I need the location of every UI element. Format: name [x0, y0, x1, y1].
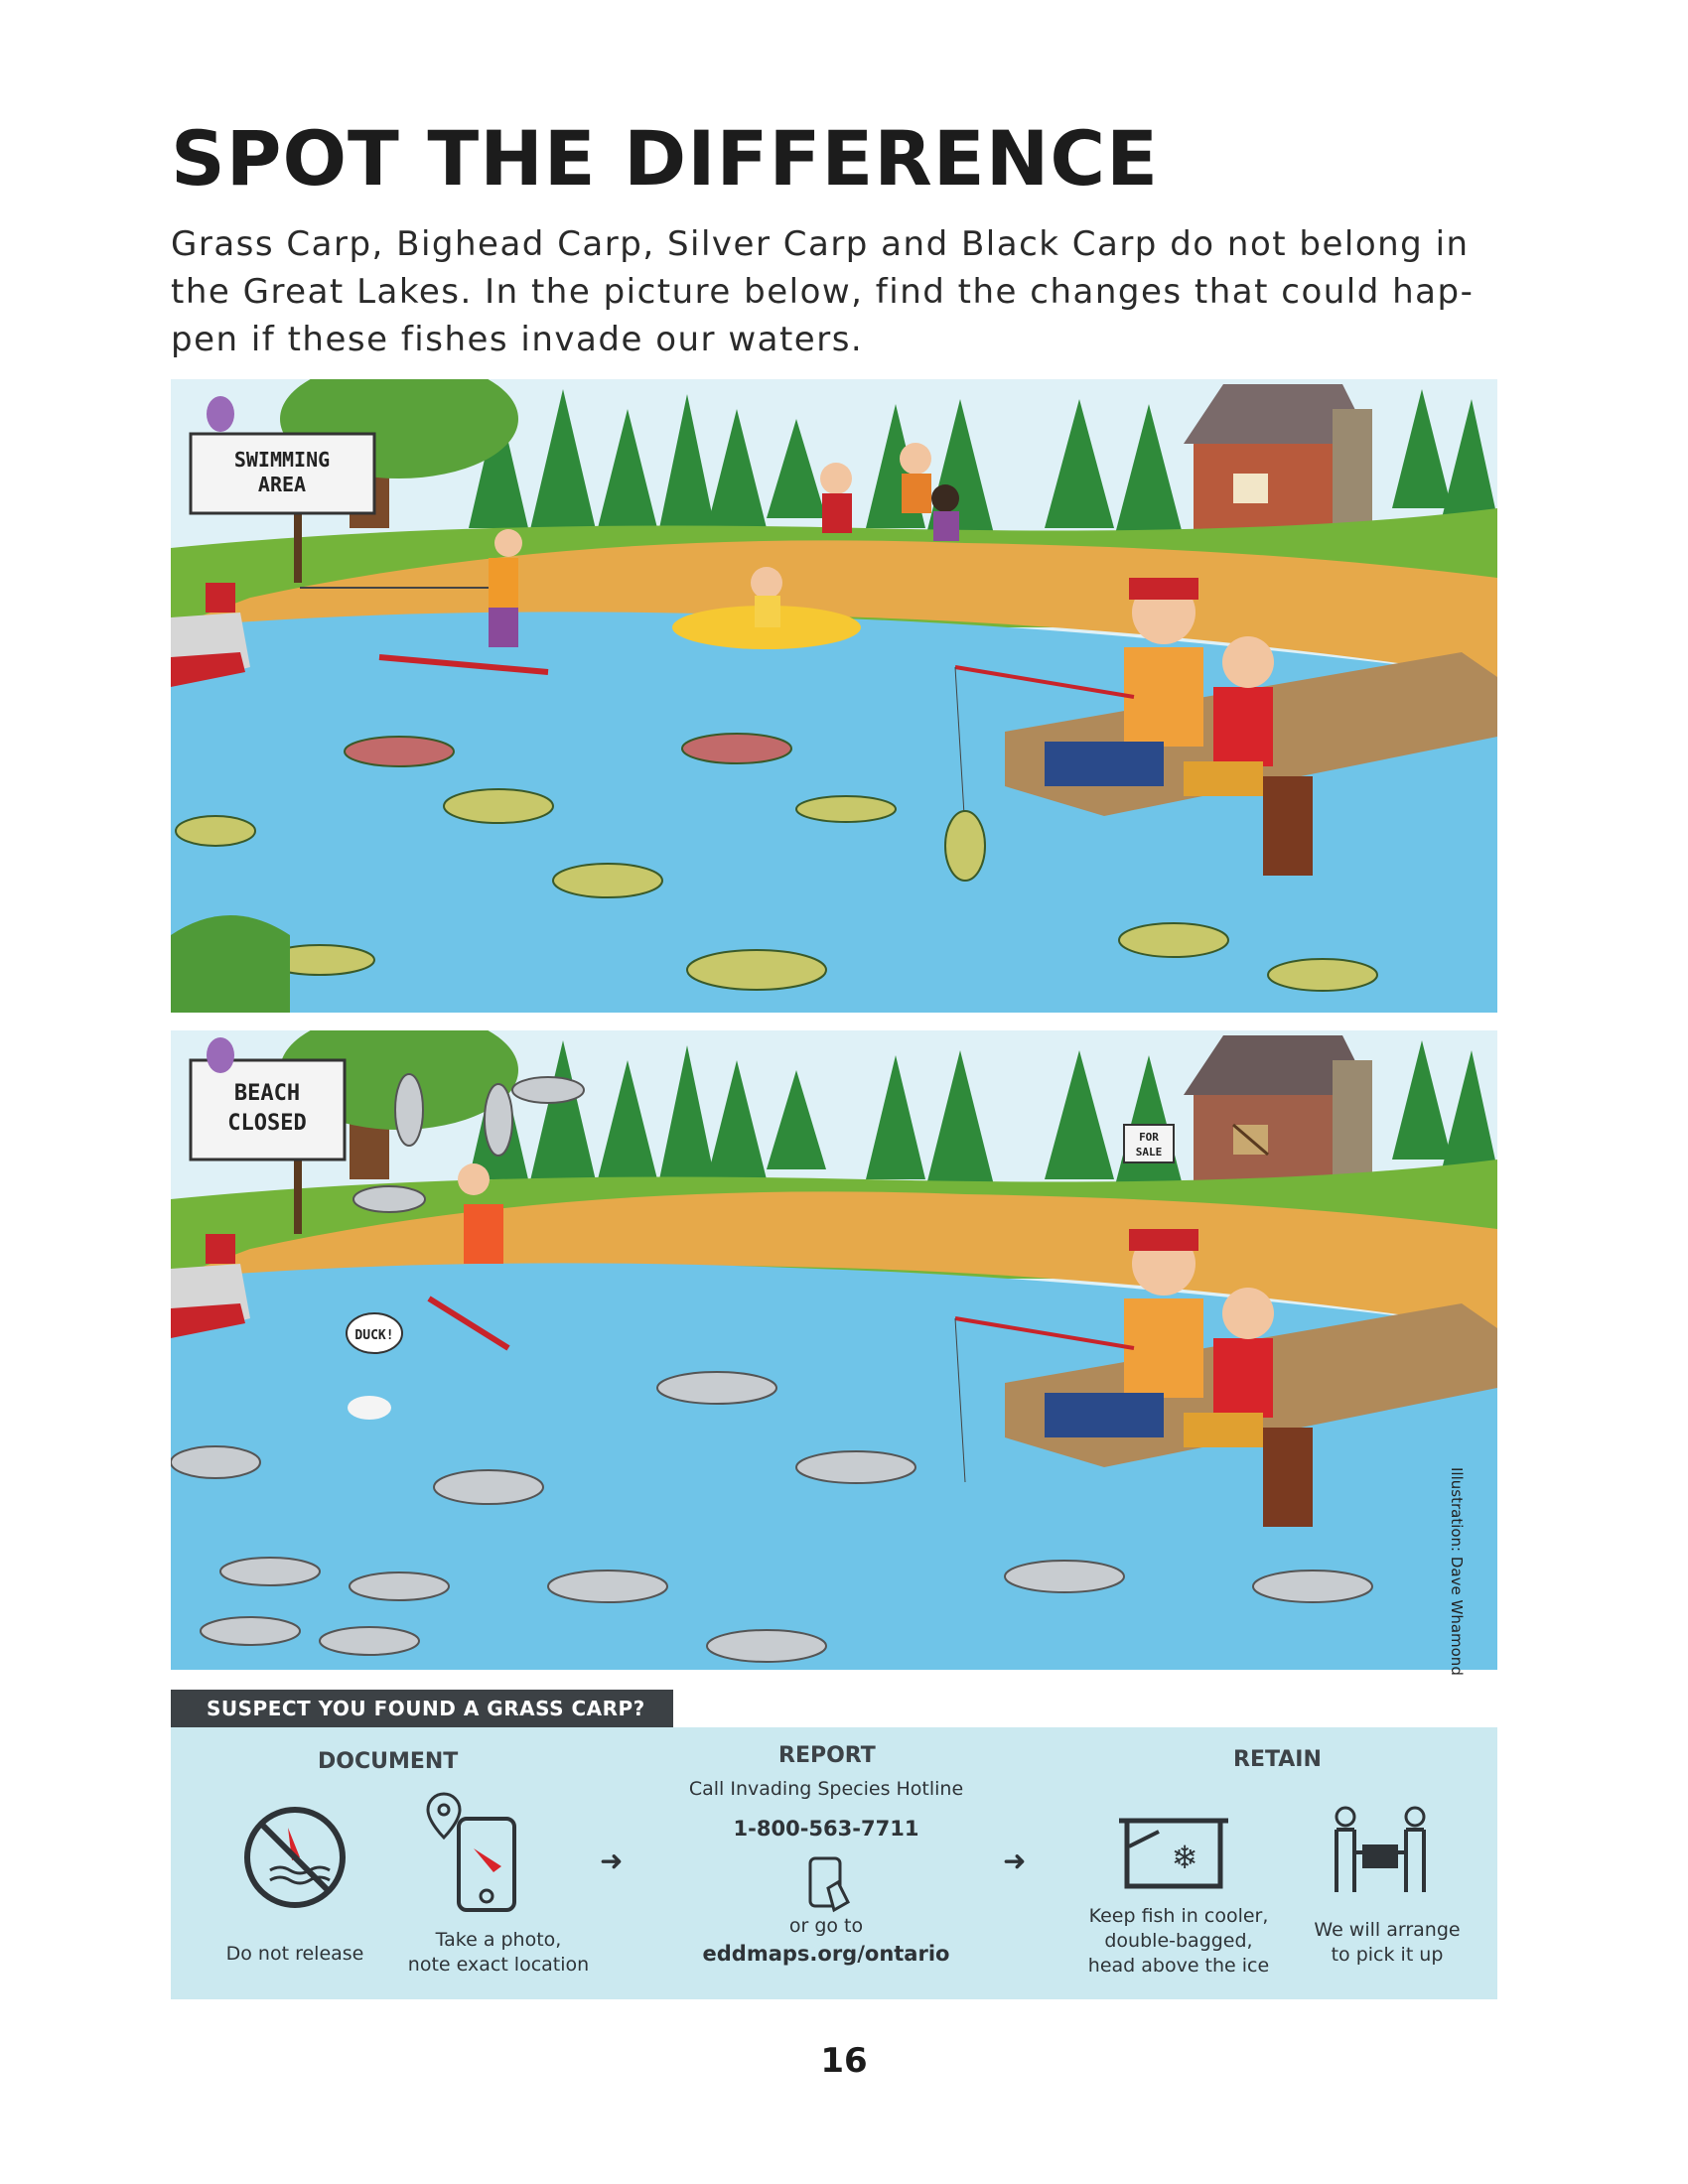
sale-line1: FOR	[1139, 1131, 1159, 1144]
duck-speech-bubble: DUCK!	[354, 1328, 394, 1343]
sale-line2: SALE	[1135, 1146, 1163, 1159]
sign-line1: SWIMMING	[233, 448, 331, 472]
retain-heading: RETAIN	[1233, 1747, 1322, 1772]
intro-paragraph: Grass Carp, Bighead Carp, Silver Carp and Black Carp do not belong in the Great Lakes. In the picture below, find the changes that could hap-pen if these fishes invade our waters.	[171, 224, 1475, 359]
hotline-phone: 1-800-563-7711	[733, 1817, 919, 1841]
no-release-icon	[240, 1803, 350, 1912]
cooler-icon	[1119, 1807, 1228, 1896]
info-tab-label: SUSPECT YOU FOUND A GRASS CARP?	[171, 1690, 673, 1727]
hotline-label: Call Invading Species Hotline	[688, 1778, 964, 1800]
sign-line2: AREA	[257, 473, 307, 496]
phone-tap-icon	[804, 1854, 854, 1914]
sign-line1: BEACH	[233, 1081, 301, 1106]
report-heading: REPORT	[778, 1743, 876, 1768]
sign-line2: CLOSED	[227, 1111, 307, 1136]
arrow-icon: ➜	[600, 1844, 624, 1877]
do-not-release-caption: Do not release	[225, 1943, 364, 1965]
illustration-before	[171, 379, 1497, 1013]
take-photo-caption: Take a photo, note exact location	[407, 1929, 590, 1976]
cooler-caption: Keep fish in cooler, double-bagged, head above the ice	[1087, 1905, 1270, 1977]
page-number: 16	[820, 2041, 868, 2081]
eddmaps-link[interactable]: eddmaps.org/ontario	[702, 1942, 950, 1966]
abandoned-cabin	[1184, 1035, 1372, 1184]
cabin	[1184, 384, 1372, 533]
phone-location-icon	[424, 1789, 523, 1918]
illustration-after	[171, 1030, 1497, 1676]
info-panel	[171, 1727, 1497, 1999]
document-heading: DOCUMENT	[318, 1749, 459, 1774]
or-go-to-label: or go to	[788, 1915, 864, 1937]
pickup-caption: We will arrange to pick it up	[1314, 1919, 1461, 1966]
pickup-icon	[1331, 1805, 1430, 1904]
illustration-credit: Illustration: Dave Whamond	[1448, 1467, 1466, 1676]
arrow-icon: ➜	[1003, 1844, 1027, 1877]
svg-text:❄: ❄	[1171, 1839, 1198, 1876]
page-title: SPOT THE DIFFERENCE	[171, 114, 1160, 203]
